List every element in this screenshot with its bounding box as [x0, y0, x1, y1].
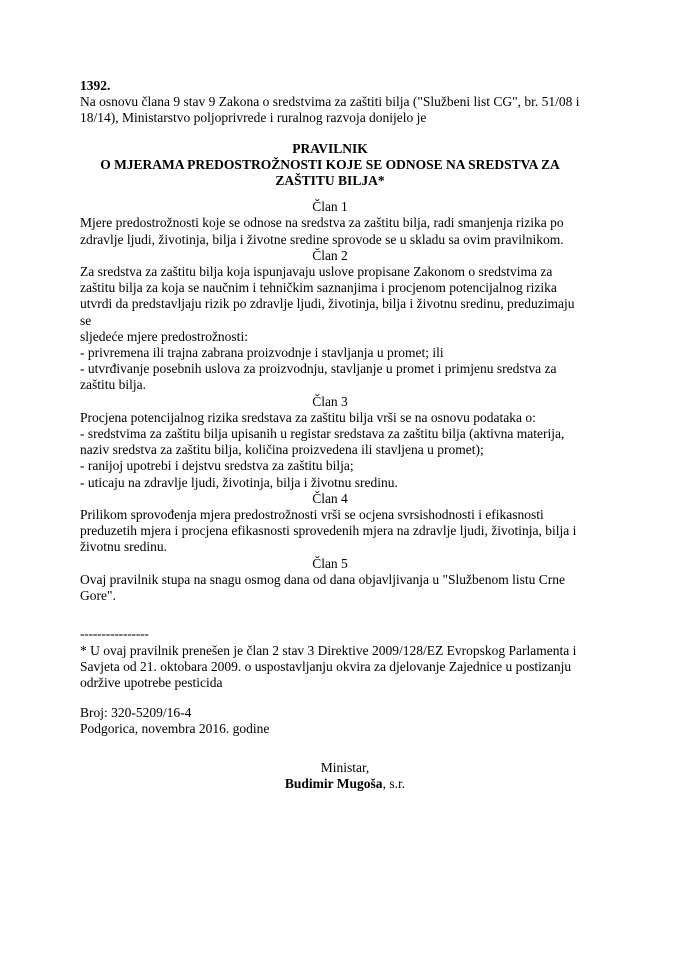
title-line-2: O MJERAMA PREDOSTROŽNOSTI KOJE SE ODNOSE NA SREDSTVA ZA — [100, 156, 560, 172]
reference-number: Broj: 320-5209/16-4 — [80, 705, 192, 721]
spacer-before-title — [80, 127, 580, 141]
article-5-line-2: Gore". — [80, 588, 116, 604]
article-4-line-1: Prilikom sprovođenja mjera predostrožnosti vrši se ocjena svrsishodnosti i efikasnosti — [80, 507, 544, 523]
article-2-line-4: sljedeće mjere predostrožnosti: — [80, 328, 248, 344]
article-2-line-6: - utvrđivanje posebnih uslova za proizvodnju, stavljanje u promet i primjenu sredstva za — [80, 361, 557, 377]
article-3-line-5: - uticaju na zdravlje ljudi, životinja, bilja i životnu sredinu. — [80, 474, 398, 490]
signature-role: Ministar, — [320, 759, 370, 775]
signature-person-name: Budimir Mugoša — [284, 775, 383, 791]
article-2 — [80, 248, 580, 394]
article-3-line-1: Procjena potencijalnog rizika sredstava za zaštitu bilja vrši se na osnovu podataka o: — [80, 409, 536, 425]
article-1-line-2: zdravlje ljudi, životinja, bilja i životne sredine sprovode se u skladu sa ovim pravilnikom. — [80, 231, 564, 247]
footnote-separator: ---------------- — [80, 626, 149, 642]
footnote — [80, 626, 580, 691]
article-3 — [80, 394, 580, 491]
article-4-line-3: životnu sredinu. — [80, 539, 167, 555]
preamble-line-2: 18/14), Ministarstvo poljoprivrede i ruralnog razvoja donijelo je — [80, 110, 427, 126]
article-5-heading: Član 5 — [312, 555, 348, 571]
article-2-line-5: - privremena ili trajna zabrana proizvodnje i stavljanja u promet; ili — [80, 345, 444, 361]
spacer-before-footnote — [80, 604, 580, 626]
reference-block — [80, 705, 580, 737]
footnote-line-2: Savjeta od 21. oktobara 2009. o uspostavljanju okvira za djelovanje Zajednice u postizanju — [80, 658, 572, 674]
spacer-before-reference — [80, 691, 580, 705]
article-2-line-2: zaštitu bilja za koja se naučnim i tehničkim saznanjima i procjenom potencijalnog rizika — [80, 280, 557, 296]
article-4-heading: Član 4 — [312, 490, 348, 506]
article-5-line-1: Ovaj pravilnik stupa na snagu osmog dana od dana objavljivanja u "Službenom listu Crne — [80, 571, 566, 587]
article-1-line-1: Mjere predostrožnosti koje se odnose na sredstva za zaštitu bilja, radi smanjenja rizika po — [80, 215, 564, 231]
signature-block — [240, 760, 450, 792]
article-4 — [80, 491, 580, 556]
spacer-before-signature — [80, 738, 580, 760]
title-line-3: ZAŠTITU BILJA* — [275, 173, 385, 189]
article-2-heading: Član 2 — [312, 247, 348, 263]
spacer-after-title — [80, 189, 580, 199]
article-4-line-2: preduzetih mjera i procjena efikasnosti sprovedenih mjera na zdravlje ljudi, životinja, bilja i — [80, 523, 577, 539]
article-3-heading: Član 3 — [312, 393, 348, 409]
footnote-line-1: * U ovaj pravilnik prenešen je član 2 stav 3 Direktive 2009/128/EZ Evropskog Parlamenta i — [80, 642, 577, 658]
preamble-line-1: Na osnovu člana 9 stav 9 Zakona o sredstvima za zaštiti bilja ("Službeni list CG", br. 51/08 i — [80, 94, 580, 110]
article-2-line-1: Za sredstva za zaštitu bilja koja ispunjavaju uslove propisane Zakonom o sredstvima za — [80, 264, 553, 280]
article-3-line-2: - sredstvima za zaštitu bilja upisanih u registar sredstava za zaštitu bilja (aktivna materija, — [80, 426, 565, 442]
reference-place-date: Podgorica, novembra 2016. godine — [80, 721, 270, 737]
article-1-heading: Član 1 — [312, 199, 348, 215]
article-1 — [80, 199, 580, 248]
article-5 — [80, 556, 580, 605]
title-line-1: PRAVILNIK — [292, 140, 368, 156]
document-title — [80, 141, 580, 190]
article-2-line-3: utvrdi da predstavljaju rizik po zdravlje ljudi, životinja, bilja i životnu sredinu, preduzimaju se — [80, 296, 575, 328]
article-3-line-3: naziv sredstva za zaštitu bilja, količina proizvedena ili stavljena u promet); — [80, 442, 484, 458]
signature-suffix: , s.r. — [382, 775, 406, 791]
article-2-line-7: zaštitu bilja. — [80, 377, 146, 393]
document-number: 1392. — [80, 78, 111, 93]
document-content — [80, 78, 580, 792]
signature-name — [240, 776, 450, 792]
article-3-line-4: - ranijoj upotrebi i dejstvu sredstva za zaštitu bilja; — [80, 458, 354, 474]
footnote-line-3: održive upotrebe pesticida — [80, 674, 223, 690]
